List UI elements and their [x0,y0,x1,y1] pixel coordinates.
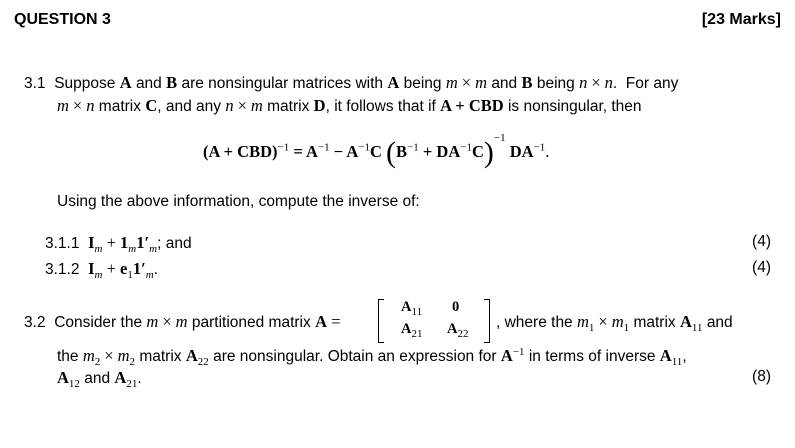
math-I: I [88,259,95,278]
math-A: A [114,368,127,387]
text: matrix [98,98,141,115]
sub: m [128,243,137,256]
sub: 2 [129,356,136,369]
math-m: m [117,346,130,365]
text: . [153,261,159,278]
q312-marks: (4) [752,259,771,276]
text: and [491,75,518,92]
text: matrix [267,98,310,115]
text: , where the [496,314,573,331]
q32-marks: (8) [752,368,771,385]
math-m: m [82,346,95,365]
formula-part: C [369,142,382,161]
math-m: m [577,312,589,331]
math-C: C [145,96,158,115]
math-1: 1 [120,233,129,252]
sub: 11 [411,305,423,318]
math-n: n [225,96,234,115]
math-A: A [185,346,198,365]
sub: m [94,269,103,282]
math-A: A [387,73,400,92]
matrix-a11 [401,299,422,316]
sub: 1 [588,322,595,335]
sup: −1 [407,141,419,154]
text: . [137,370,142,387]
math-times: × [591,73,601,92]
q32-line3 [57,368,142,391]
math-A: A [679,312,692,331]
math-m: m [445,73,458,92]
sub: m [94,243,103,256]
sup: −1 [533,141,546,154]
text: being [536,75,575,92]
instruction: Using the above information, compute the inverse of: [57,193,420,210]
sup: −1 [493,131,506,144]
sub: m [149,243,158,256]
q32-line2 [57,345,687,369]
formula-part: . [545,142,550,161]
q311 [45,233,192,256]
math-expr: A + CBD [440,96,504,115]
sup: −1 [460,141,472,154]
math-times: × [461,73,472,92]
math-times: × [72,96,83,115]
question-title: QUESTION 3 [14,11,111,28]
q32-number: 3.2 [24,314,46,331]
text: being [403,75,442,92]
math-A: A [315,312,327,331]
math-A: A [500,346,513,365]
math-A: A [659,346,672,365]
text: ; and [157,235,192,252]
formula-part: C [471,142,484,161]
sub-number: 3.1.2 [45,261,80,278]
q32-line1-right [496,312,733,335]
math-times: × [237,96,247,115]
sup: −1 [317,141,330,154]
q31-number: 3.1 [24,75,46,92]
sub: 2 [94,356,101,369]
math-I: I [88,233,95,252]
math-n: n [579,73,588,92]
math-e: e [120,259,128,278]
matrix-a22 [447,321,468,338]
math-plus: + [102,233,121,252]
text: and [706,314,733,331]
text: is nonsingular, then [507,98,642,115]
math-D: D [313,96,326,115]
math-n: n [604,73,613,92]
text: are nonsingular. Obtain an expression for [213,348,497,365]
formula-part: DA [505,142,534,161]
text: the [57,348,79,365]
math-1p: 1′ [132,259,146,278]
sub: m [145,269,154,282]
sub: 1 [127,269,133,282]
math-A: A [447,321,458,337]
text: Consider the [54,314,143,331]
q312 [45,259,159,282]
sup: −1 [277,141,290,154]
text: . For any [612,75,679,92]
text: are nonsingular matrices with [181,75,384,92]
math-n: n [86,96,95,115]
text: and any [165,98,222,115]
math-eq: = [331,312,341,331]
text: Suppose [54,75,116,92]
formula-part: − A [329,142,359,161]
math-times: × [104,346,114,365]
sub: 1 [623,322,630,335]
sub-number: 3.1.1 [45,235,80,252]
q31-line1 [24,73,678,93]
math-times: × [598,312,608,331]
sub: 12 [68,378,80,391]
math-times: × [162,312,172,331]
sub: 22 [197,356,209,369]
text: and [135,75,162,92]
text: matrix [633,314,676,331]
matrix-zero: 0 [452,299,460,315]
big-paren: ( [386,136,397,169]
sub: 21 [126,378,138,391]
text: matrix [139,348,182,365]
math-m: m [475,73,487,92]
math-m: m [57,96,69,115]
math-m: m [146,312,159,331]
q32-line1-left [24,312,341,332]
sub: 11 [691,322,703,335]
formula-part: B [396,142,408,161]
math-plus: + [102,259,121,278]
text: in terms of inverse [528,348,656,365]
math-A: A [401,299,412,315]
big-paren: ) [483,136,494,169]
sup: −1 [512,345,525,358]
matrix-left-bracket [378,299,384,343]
matrix-right-bracket [484,299,490,343]
math-B: B [521,73,533,92]
text: , [682,348,687,365]
matrix-a21 [401,321,422,338]
math-A: A [401,321,412,337]
math-A: A [119,73,132,92]
math-A: A [57,368,69,387]
math-m: m [175,312,188,331]
formula-part: + DA [418,142,461,161]
question-marks: [23 Marks] [701,11,781,28]
formula-lhs: (A + CBD) [203,142,278,161]
math-1p: 1′ [136,233,150,252]
q31-line2: m × n matrix C, and any n × m matrix D, it follows that if A + CBD is nonsingular, then [57,96,642,115]
math-m: m [611,312,624,331]
text: and [84,370,111,387]
woodbury-formula [203,131,550,169]
math-B: B [166,73,178,92]
formula-part: = A [289,142,318,161]
text: partitioned matrix [191,314,311,331]
math-m: m [250,96,263,115]
sub: 21 [411,327,423,340]
q311-marks: (4) [752,233,771,250]
sub: 22 [457,327,469,340]
sub: 11 [671,356,683,369]
sup: −1 [358,141,370,154]
text: , it follows that if [325,98,436,115]
